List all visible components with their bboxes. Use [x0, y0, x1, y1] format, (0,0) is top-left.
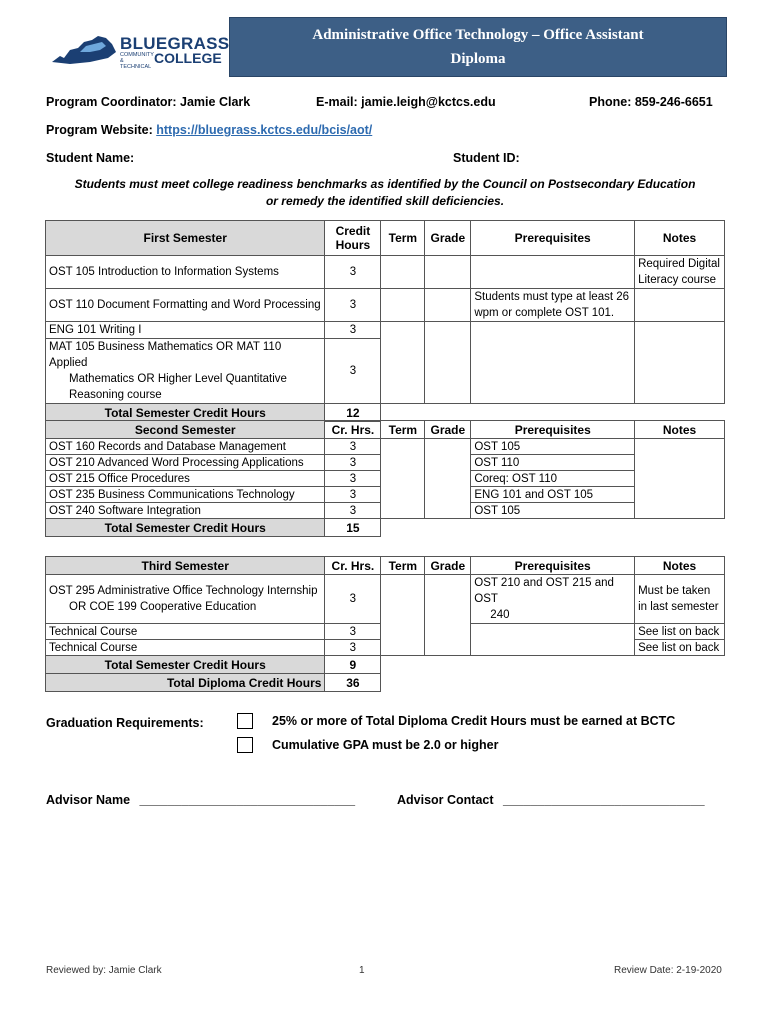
term-heading: Term: [381, 557, 425, 575]
course-hours: 3: [325, 322, 381, 339]
table-row: [46, 439, 725, 455]
notes-cell: [635, 289, 725, 322]
term-cell[interactable]: [381, 575, 425, 656]
prerequisites-heading: Prerequisites: [471, 221, 635, 256]
prereq-cell: [471, 624, 635, 656]
diploma-total-hours: 36: [325, 674, 381, 692]
grade-cell[interactable]: [425, 322, 471, 404]
course-name: Technical Course: [46, 640, 325, 656]
program-title: Administrative Office Technology – Office Assistant: [312, 27, 644, 43]
term-heading: Term: [381, 221, 425, 256]
program-website-link[interactable]: https://bluegrass.kctcs.edu/bcis/aot/: [156, 123, 373, 137]
student-name-label: Student Name:: [46, 151, 135, 165]
course-name: ENG 101 Writing I: [46, 322, 325, 339]
term-cell[interactable]: [381, 322, 425, 404]
table-row: [46, 256, 725, 289]
notes-heading: Notes: [635, 421, 725, 439]
prereq-cell: OST 105: [471, 439, 635, 455]
prereq-cell: OST 210 and OST 215 and OST 240: [471, 575, 635, 624]
second-semester-table: [45, 420, 725, 537]
notes-cell: See list on back: [635, 640, 725, 656]
course-name: OST 240 Software Integration: [46, 503, 325, 519]
first-semester-table: [45, 220, 725, 422]
advisor-contact-row: [397, 793, 705, 807]
coordinator-phone: Phone: 859-246-6651: [589, 95, 713, 109]
table-row: [46, 575, 725, 624]
course-hours: 3: [325, 455, 381, 471]
program-coordinator: Program Coordinator: Jamie Clark: [46, 95, 251, 109]
third-semester-table: [45, 556, 725, 692]
page-number: 1: [359, 965, 365, 976]
grade-heading: Grade: [425, 221, 471, 256]
credit-hours-heading: Credit Hours: [325, 221, 381, 256]
diploma-total-label: Total Diploma Credit Hours: [46, 674, 325, 692]
semester-total-hours: 9: [325, 656, 381, 674]
course-name: OST 110 Document Formatting and Word Processing: [46, 289, 325, 322]
course-hours: 3: [325, 339, 381, 404]
course-hours: 3: [325, 439, 381, 455]
prereq-cell: [471, 322, 635, 404]
semester-total-label: Total Semester Credit Hours: [46, 656, 325, 674]
term-cell[interactable]: [381, 256, 425, 289]
prereq-cell: OST 105: [471, 503, 635, 519]
requirement-credit-hours: 25% or more of Total Diploma Credit Hours must be earned at BCTC: [272, 714, 676, 728]
first-semester-heading: First Semester: [46, 221, 325, 256]
advisor-name-line[interactable]: _______________________________: [139, 793, 356, 807]
course-hours: 3: [325, 575, 381, 624]
course-name: OST 295 Administrative Office Technology Internship OR COE 199 Cooperative Education: [46, 575, 325, 624]
course-hours: 3: [325, 503, 381, 519]
table-row: [46, 322, 725, 339]
grade-heading: Grade: [425, 421, 471, 439]
term-cell[interactable]: [381, 439, 425, 519]
gpa-credit-checkbox[interactable]: [237, 713, 253, 729]
term-heading: Term: [381, 421, 425, 439]
credit-hours-heading: Cr. Hrs.: [325, 421, 381, 439]
grade-cell[interactable]: [425, 439, 471, 519]
course-name: OST 105 Introduction to Information Systems: [46, 256, 325, 289]
notes-heading: Notes: [635, 221, 725, 256]
reviewed-by: Reviewed by: Jamie Clark: [46, 965, 162, 976]
third-semester-heading: Third Semester: [46, 557, 325, 575]
course-hours: 3: [325, 640, 381, 656]
prerequisites-heading: Prerequisites: [471, 421, 635, 439]
logo-college: COLLEGE: [154, 50, 222, 66]
semester-total-hours: 12: [325, 404, 381, 422]
readiness-notice-line2: or remedy the identified skill deficiencies.: [265, 194, 505, 208]
coordinator-email: E-mail: jamie.leigh@kctcs.edu: [316, 95, 496, 109]
notes-cell: [635, 322, 725, 404]
course-name: Technical Course: [46, 624, 325, 640]
program-credential: Diploma: [450, 51, 506, 67]
course-name: MAT 105 Business Mathematics OR MAT 110 Applied Mathematics OR Higher Level Quantitative Reasoning course: [46, 339, 325, 404]
course-hours: 3: [325, 289, 381, 322]
prereq-cell: Coreq: OST 110: [471, 471, 635, 487]
grade-cell[interactable]: [425, 289, 471, 322]
prerequisites-heading: Prerequisites: [471, 557, 635, 575]
grade-cell[interactable]: [425, 256, 471, 289]
kentucky-map-icon: [50, 32, 118, 68]
advisor-contact-line[interactable]: _____________________________: [503, 793, 705, 807]
program-website-row: [46, 123, 372, 137]
readiness-notice-line1: Students must meet college readiness benchmarks as identified by the Council on Postsecondary Education: [74, 177, 696, 191]
semester-total-hours: 15: [325, 519, 381, 537]
advisor-name-label: Advisor Name: [46, 793, 131, 807]
prereq-cell: [471, 256, 635, 289]
course-name: OST 210 Advanced Word Processing Applications: [46, 455, 325, 471]
prereq-cell: Students must type at least 26 wpm or complete OST 101.: [471, 289, 635, 322]
gpa-checkbox[interactable]: [237, 737, 253, 753]
prereq-cell: ENG 101 and OST 105: [471, 487, 635, 503]
requirement-gpa: Cumulative GPA must be 2.0 or higher: [272, 738, 499, 752]
notes-cell: [635, 439, 725, 519]
course-hours: 3: [325, 471, 381, 487]
second-semester-heading: Second Semester: [46, 421, 325, 439]
term-cell[interactable]: [381, 289, 425, 322]
semester-total-label: Total Semester Credit Hours: [46, 404, 325, 422]
notes-cell: Required Digital Literacy course: [635, 256, 725, 289]
program-title-box: [229, 17, 727, 77]
notes-cell: Must be taken in last semester: [635, 575, 725, 624]
program-website-label: Program Website:: [46, 123, 153, 137]
grade-heading: Grade: [425, 557, 471, 575]
course-hours: 3: [325, 624, 381, 640]
course-name: OST 235 Business Communications Technology: [46, 487, 325, 503]
prereq-cell: OST 110: [471, 455, 635, 471]
advisor-contact-label: Advisor Contact: [397, 793, 494, 807]
advisor-name-row: [46, 793, 355, 807]
notes-heading: Notes: [635, 557, 725, 575]
logo-subtitle: COMMUNITY & TECHNICAL: [120, 52, 154, 70]
grade-cell[interactable]: [425, 575, 471, 656]
readiness-notice: [40, 176, 730, 210]
semester-total-label: Total Semester Credit Hours: [46, 519, 325, 537]
course-name: OST 215 Office Procedures: [46, 471, 325, 487]
notes-cell: See list on back: [635, 624, 725, 640]
graduation-requirements-label: Graduation Requirements:: [46, 716, 204, 730]
course-name: OST 160 Records and Database Management: [46, 439, 325, 455]
logo-name: BLUEGRASS: [120, 34, 230, 53]
student-id-label: Student ID:: [453, 151, 520, 165]
course-hours: 3: [325, 487, 381, 503]
review-date: Review Date: 2-19-2020: [614, 965, 722, 976]
credit-hours-heading: Cr. Hrs.: [325, 557, 381, 575]
college-logo: [50, 30, 230, 70]
table-row: [46, 289, 725, 322]
course-hours: 3: [325, 256, 381, 289]
